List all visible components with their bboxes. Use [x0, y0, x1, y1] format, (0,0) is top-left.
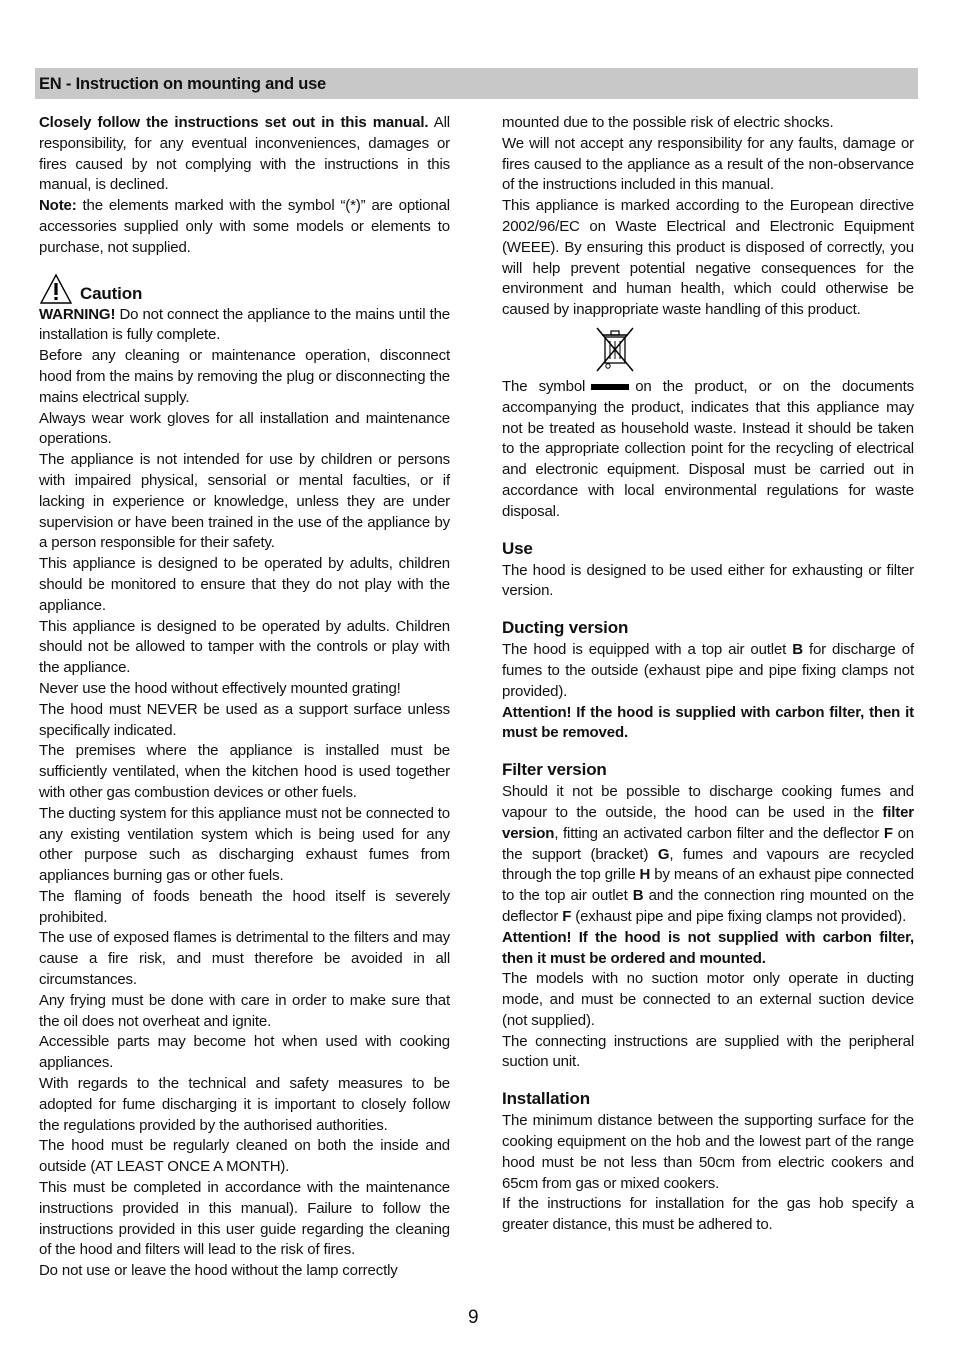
installation-heading: Installation: [502, 1089, 590, 1109]
filter-text: , fumes and vapours are recycled through the top grille: [502, 845, 914, 884]
caution-paragraph: The hood must NEVER be used as a support surface unless specifically indicated.: [39, 700, 450, 739]
continued-paragraph: mounted due to the possible risk of electric shocks.: [502, 114, 834, 131]
filter-ref: F: [562, 907, 572, 925]
filter-paragraph-2: The models with no suction motor only operate in ducting mode, and must be connected to an external suction device (not supplied).: [502, 970, 914, 1029]
liability-paragraph: We will not accept any responsibility for any faults, damage or fires caused to the appliance as a result of the non-observance of the instructions included in this manual.: [502, 134, 914, 194]
crossed-bin-icon: [594, 325, 636, 375]
filter-text: on the support (bracket): [502, 824, 914, 863]
caution-paragraph: The premises where the appliance is installed must be sufficiently ventilated, when the kitchen hood is used together with other gas combustion devices or other fuels.: [39, 742, 450, 801]
caution-paragraph: Never use the hood without effectively mounted grating!: [39, 679, 401, 697]
weee-bar-icon: [591, 384, 629, 390]
caution-paragraph: This must be completed in accordance with the maintenance instructions provided in this manual). Failure to follow the instructions provided in this user guide regarding the cleaning of the hood and filters will lead to the risk of fires.: [39, 1179, 450, 1259]
note-label: Note:: [39, 197, 77, 215]
caution-paragraph: Before any cleaning or maintenance operation, disconnect hood from the mains by removing the plug or disconnecting the mains electrical supply.: [39, 347, 450, 406]
filter-attention-text: Attention! If the hood is not supplied with carbon filter, then it must be ordered and mounted.: [502, 928, 914, 967]
filter-paragraph: [502, 782, 914, 928]
caution-paragraph: Any frying must be done with care in order to make sure that the oil does not overheat and ignite.: [39, 991, 450, 1030]
warning-label: WARNING!: [39, 305, 116, 323]
note-paragraph: [39, 196, 450, 258]
caution-heading: [39, 269, 450, 305]
caution-paragraph: The ducting system for this appliance must not be connected to any existing ventilation system which is being used for any other purpose such as discharging exhaust fumes from appliances burning gas or other fuels.: [39, 804, 450, 885]
right-column: [502, 113, 914, 1236]
warning-paragraph: [39, 305, 450, 347]
ducting-attention-text: Attention! If the hood is supplied with carbon filter, then it must be removed.: [502, 703, 914, 742]
caution-paragraph: Do not use or leave the hood without the lamp correctly: [39, 1262, 398, 1280]
filter-ref: G: [657, 845, 670, 863]
filter-ref: F: [883, 824, 893, 842]
ducting-paragraph: [502, 640, 914, 702]
caution-title: Caution: [80, 283, 143, 303]
filter-ref: H: [639, 866, 651, 884]
ducting-text: The hood is equipped with a top air outlet: [502, 641, 793, 659]
filter-attention: [502, 928, 914, 970]
filter-heading: Filter version: [502, 760, 607, 780]
caution-paragraph: With regards to the technical and safety measures to be adopted for fume discharging it is important to closely follow the regulations provided by the authorised authorities.: [39, 1075, 450, 1134]
symbol-text-pre: The symbol: [502, 377, 586, 395]
intro-text: All responsibility, for any eventual inconveniences, damages or fires caused by not complying with the instructions in this manual, is declined.: [39, 114, 450, 194]
section-header: [35, 68, 918, 99]
note-text: the elements marked with the symbol “(*)” are optional accessories supplied only with some models or elements to purchase, not supplied.: [39, 197, 450, 256]
caution-paragraph: This appliance is designed to be operated by adults, children should be monitored to ensure that they do not play with the appliance.: [39, 555, 450, 614]
caution-paragraph: The hood must be regularly cleaned on both the inside and outside (AT LEAST ONCE A MONTH).: [39, 1137, 450, 1176]
warning-triangle-icon: [39, 273, 73, 305]
filter-ref: B: [632, 887, 644, 905]
symbol-paragraph: [502, 377, 914, 523]
warning-text: Do not connect the appliance to the mains until the installation is fully complete.: [39, 305, 450, 344]
ducting-ref: B: [792, 641, 803, 659]
installation-paragraph: The minimum distance between the supporting surface for the cooking equipment on the hob and the lowest part of the range hood must be not less than 50cm from electric cookers and 65cm from gas or mixed cookers.: [502, 1112, 914, 1192]
filter-text: Should it not be possible to discharge cooking fumes and vapour to the outside, the hood can be used in the: [502, 783, 914, 821]
caution-paragraph: The flaming of foods beneath the hood itself is severely prohibited.: [39, 887, 450, 926]
ducting-heading: Ducting version: [502, 618, 629, 638]
section-title: EN - Instruction on mounting and use: [39, 75, 327, 93]
page-number: 9: [468, 1307, 479, 1328]
use-heading: Use: [502, 538, 533, 558]
filter-text: (exhaust pipe and pipe fixing clamps not provided).: [571, 907, 907, 925]
caution-paragraph: This appliance is designed to be operated by adults. Children should not be allowed to tamper with the controls or play with the appliance.: [39, 617, 450, 677]
weee-paragraph: This appliance is marked according to the European directive 2002/96/EC on Waste Electrical and Electronic Equipment (WEEE). By ensuring this product is disposed of correctly, you will help prevent potential negative consequences for the environment and human health, which could otherwise be caused by inappropriate waste handling of this product.: [502, 197, 914, 319]
caution-paragraph: Accessible parts may become hot when used with cooking appliances.: [39, 1033, 450, 1072]
use-paragraph: The hood is designed to be used either for exhausting or filter version.: [502, 561, 914, 600]
ducting-text: for discharge of fumes to the outside (exhaust pipe and pipe fixing clamps not provided).: [502, 641, 914, 700]
left-column: [39, 113, 450, 1282]
caution-paragraph: The appliance is not intended for use by children or persons with impaired physical, sensorial or mental faculties, or if lacking in experience or knowledge, unless they are under supervision or have been trained in the use of the appliance by a person responsible for their safety.: [39, 451, 450, 552]
weee-symbol-area: [502, 321, 914, 377]
ducting-attention: [502, 703, 914, 745]
intro-bold: Closely follow the instructions set out in this manual.: [39, 114, 429, 131]
installation-paragraph-2: If the instructions for installation for the gas hob specify a greater distance, this must be adhered to.: [502, 1195, 914, 1234]
filter-text: by means of an exhaust pipe connected to the top air outlet: [502, 866, 914, 905]
caution-paragraph: Always wear work gloves for all installation and maintenance operations.: [39, 409, 450, 448]
filter-paragraph-3: The connecting instructions are supplied with the peripheral suction unit.: [502, 1032, 914, 1071]
symbol-text-post: on the product, or on the documents accompanying the product, indicates that this appliance may not be treated as household waste. Instead it should be taken to the appropriate collection point for the recycling of electrical and electronic equipment. Disposal must be carried out in accordance with local environmental regulations for waste disposal.: [502, 377, 914, 520]
filter-text: and the connection ring mounted on the deflector: [502, 887, 914, 925]
caution-paragraph: The use of exposed flames is detrimental to the filters and may cause a fire risk, and must therefore be avoided in all circumstances.: [39, 929, 450, 989]
intro-paragraph: [39, 113, 450, 196]
filter-text: , fitting an activated carbon filter and the deflector: [554, 824, 884, 842]
filter-ref: filter version: [502, 803, 914, 842]
